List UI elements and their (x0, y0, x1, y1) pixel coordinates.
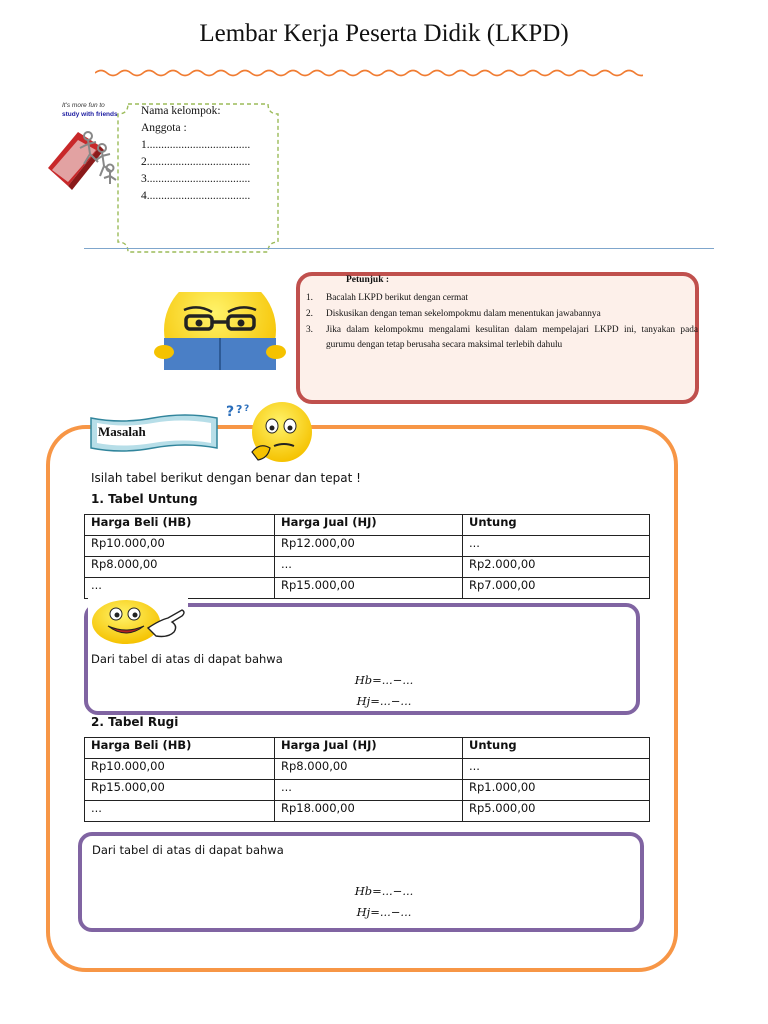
problem-intro: Isilah tabel berikut dengan benar dan tepat ! (91, 471, 361, 485)
loss-table (84, 737, 650, 822)
table-cell: Rp7.000,00 (463, 578, 650, 599)
profit-conclusion-text: Dari tabel di atas di dapat bahwa (91, 652, 283, 666)
instruction-item (306, 307, 698, 322)
table-cell: Rp1.000,00 (463, 780, 650, 801)
table-cell: Rp10.000,00 (85, 759, 275, 780)
table-cell: Rp8.000,00 (275, 759, 463, 780)
thinking-smiley-icon (224, 402, 320, 468)
instruction-item (306, 323, 698, 352)
pointing-smiley-icon (88, 598, 188, 648)
table-row (85, 780, 650, 801)
svg-text:?: ? (244, 404, 250, 414)
loss-formula-hj[interactable]: Hj=...−... (356, 905, 412, 919)
instruction-item (306, 291, 698, 306)
table-row (85, 801, 650, 822)
reading-smiley-icon (150, 292, 290, 370)
header-cell: Harga Jual (HJ) (275, 515, 463, 536)
page-title: Lembar Kerja Peserta Didik (LKPD) (199, 20, 569, 47)
answer-cell[interactable]: ... (463, 759, 650, 780)
table-header-row (85, 738, 650, 759)
table-cell: Rp15.000,00 (275, 578, 463, 599)
profit-formula-hb[interactable]: Hb=...−... (354, 673, 414, 687)
wavy-divider (95, 68, 643, 78)
instruction-text: Diskusikan dengan teman sekelompokmu dalam menentukan jawabannya (326, 309, 601, 319)
header-cell: Harga Beli (HB) (85, 515, 275, 536)
member-line-1[interactable]: 1.................................... (141, 139, 251, 151)
instruction-text: Bacalah LKPD berikut dengan cermat (326, 293, 468, 303)
header-cell: Harga Beli (HB) (85, 738, 275, 759)
profit-table (84, 514, 650, 599)
table-row (85, 759, 650, 780)
loss-table-title: 2. Tabel Rugi (91, 715, 179, 729)
loss-conclusion-text: Dari tabel di atas di dapat bahwa (92, 843, 284, 857)
instruction-number: 3. (306, 325, 313, 335)
answer-cell[interactable]: ... (275, 557, 463, 578)
table-cell: Rp18.000,00 (275, 801, 463, 822)
svg-text:?: ? (226, 404, 235, 420)
table-cell: Rp8.000,00 (85, 557, 275, 578)
member-line-2[interactable]: 2.................................... (141, 156, 251, 168)
study-friends-caption (62, 101, 122, 119)
group-members-label: Anggota : (141, 122, 187, 134)
instructions-list (306, 291, 698, 354)
table-cell: Rp10.000,00 (85, 536, 275, 557)
header-cell: Untung (463, 515, 650, 536)
table-row (85, 578, 650, 599)
member-line-4[interactable]: 4.................................... (141, 190, 251, 202)
caption-line2: study with friends (62, 111, 118, 118)
table-cell: Rp2.000,00 (463, 557, 650, 578)
loss-formula-hb[interactable]: Hb=...−... (354, 884, 414, 898)
answer-cell[interactable]: ... (463, 536, 650, 557)
problem-label: Masalah (98, 424, 146, 439)
answer-cell[interactable]: ... (85, 801, 275, 822)
header-cell: Harga Jual (HJ) (275, 738, 463, 759)
table-row (85, 557, 650, 578)
header-cell: Untung (463, 738, 650, 759)
profit-table-title: 1. Tabel Untung (91, 492, 198, 506)
instruction-number: 2. (306, 309, 313, 319)
table-cell: Rp12.000,00 (275, 536, 463, 557)
answer-cell[interactable]: ... (85, 578, 275, 599)
table-header-row (85, 515, 650, 536)
answer-cell[interactable]: ... (275, 780, 463, 801)
member-line-3[interactable]: 3.................................... (141, 173, 251, 185)
table-row (85, 536, 650, 557)
group-info (141, 103, 250, 205)
group-name-field[interactable]: Nama kelompok: (141, 105, 221, 117)
svg-text:?: ? (236, 403, 243, 416)
table-cell: Rp5.000,00 (463, 801, 650, 822)
profit-formula-hj[interactable]: Hj=...−... (356, 694, 412, 708)
instruction-text: Jika dalam kelompokmu mengalami kesulitan dalam mempelajari LKPD ini, tanyakan pada gurumu dengan tetap berusaha secara maksimal terlebih dahulu (326, 325, 698, 350)
caption-line1: It's more fun to (62, 102, 105, 109)
instructions-title: Petunjuk : (346, 275, 390, 285)
table-cell: Rp15.000,00 (85, 780, 275, 801)
section-divider (84, 248, 714, 249)
instruction-number: 1. (306, 293, 313, 303)
